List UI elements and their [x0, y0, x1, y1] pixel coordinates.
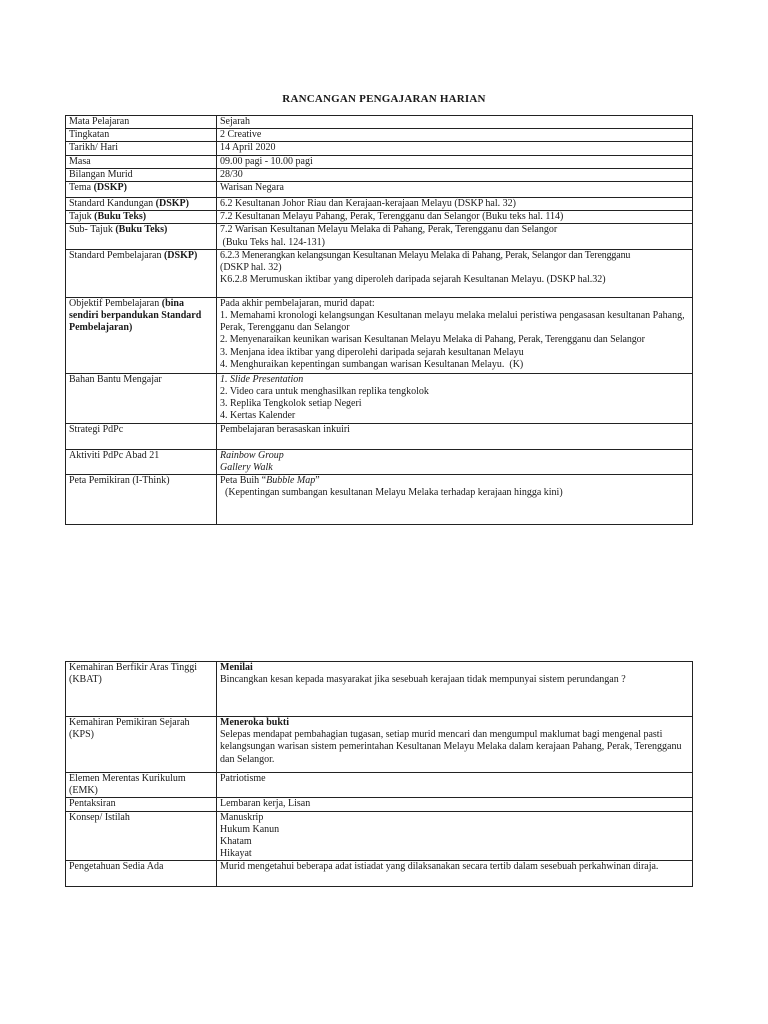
strategi-value: Pembelajaran berasaskan inkuiri: [217, 423, 693, 449]
bahan-bantu-item: 2. Video cara untuk menghasilkan replika tengkolok: [220, 386, 429, 398]
emk-label: Elemen Merentas Kurikulum (EMK): [66, 773, 217, 798]
peta-pemikiran-line: [220, 475, 689, 487]
table-row: [66, 423, 693, 449]
table-row: [66, 297, 693, 373]
masa-label: Masa: [66, 155, 217, 168]
aktiviti-value: [217, 449, 693, 474]
sub-tajuk-line: 7.2 Warisan Kesultanan Melayu Melaka di Pahang, Perak, Terengganu dan Selangor: [220, 224, 558, 236]
tema-label-source: (DSKP): [93, 182, 127, 194]
objektif-label-note: (bina sendiri berpandukan Standard Pembelajaran): [69, 297, 202, 334]
table-row: [66, 168, 693, 181]
objektif-label-text: Objektif Pembelajaran: [69, 297, 162, 309]
table-row: [66, 449, 693, 474]
standard-pembelajaran-line: 6.2.3 Menerangkan kelangsungan Kesultanan Melayu Melaka di Pahang, Perak, Selangor dan Terengganu: [220, 249, 631, 261]
objektif-item: 4. Menghuraikan kepentingan sumbangan warisan Kesultanan Melayu. (K): [220, 358, 524, 370]
pentaksiran-label: Pentaksiran: [66, 798, 217, 811]
bahan-bantu-value: [217, 373, 693, 423]
bilangan-murid-value: 28/30: [217, 168, 693, 181]
tajuk-value: 7.2 Kesultanan Melayu Pahang, Perak, Terengganu dan Selangor (Buku teks hal. 114): [217, 211, 693, 224]
tema-label: [66, 182, 217, 198]
konsep-value: [217, 811, 693, 861]
mata-pelajaran-label: Mata Pelajaran: [66, 116, 217, 129]
tarikh-label: Tarikh/ Hari: [66, 142, 217, 155]
table-row: [66, 211, 693, 224]
standard-pembelajaran-value: [217, 249, 693, 297]
kbat-label: Kemahiran Berfikir Aras Tinggi (KBAT): [66, 662, 217, 717]
konsep-item: Manuskrip: [220, 811, 264, 823]
sub-tajuk-label: [66, 224, 217, 249]
strategi-label: Strategi PdPc: [66, 423, 217, 449]
rph-table-secondary: [65, 661, 693, 887]
standard-kandungan-label-text: Standard Kandungan: [69, 198, 156, 210]
kbat-value: [217, 662, 693, 717]
kps-label: Kemahiran Pemikiran Sejarah (KPS): [66, 717, 217, 773]
bahan-bantu-item: 1. Slide Presentation: [220, 373, 304, 385]
tajuk-label: [66, 211, 217, 224]
tema-value: Warisan Negara: [217, 182, 693, 198]
table-row: [66, 861, 693, 887]
tajuk-label-text: Tajuk: [69, 211, 95, 223]
peta-pemikiran-prefix: Peta Buih “: [220, 475, 267, 487]
table-row: [66, 129, 693, 142]
table-row: [66, 116, 693, 129]
table-row: [66, 373, 693, 423]
objektif-intro: Pada akhir pembelajaran, murid dapat:: [220, 297, 375, 309]
kps-value: [217, 717, 693, 773]
rph-table-main: [65, 115, 693, 525]
kps-text: Selepas mendapat pembahagian tugasan, setiap murid mencari dan mengumpul maklumat bagi mengenal pasti kelangsungan warisan sistem pemerintahan Kesultanan Melayu Melaka dalam kerajaan Pahang, Perak, Terengganu dan Selangor.: [220, 729, 682, 765]
peta-pemikiran-value: [217, 475, 693, 525]
peta-pemikiran-suffix: ”: [315, 475, 320, 487]
table-row: [66, 798, 693, 811]
sub-tajuk-label-source: (Buku Teks): [115, 224, 168, 236]
konsep-item: Hukum Kanun: [220, 823, 280, 835]
tajuk-label-source: (Buku Teks): [94, 211, 147, 223]
sub-tajuk-value: [217, 224, 693, 249]
kps-heading: Meneroka bukti: [220, 717, 289, 728]
standard-pembelajaran-label-text: Standard Pembelajaran: [69, 249, 164, 261]
table-row: [66, 224, 693, 249]
aktiviti-item: Rainbow Group: [220, 449, 284, 461]
objektif-item: 3. Menjana idea iktibar yang diperolehi daripada sejarah kesultanan Melayu: [220, 346, 524, 358]
masa-value: 09.00 pagi - 10.00 pagi: [217, 155, 693, 168]
sub-tajuk-line: (Buku Teks hal. 124-131): [220, 236, 325, 248]
peta-pemikiran-line: (Kepentingan sumbangan kesultanan Melayu Melaka terhadap kerajaan hingga kini): [220, 487, 563, 499]
table-row: [66, 475, 693, 525]
bilangan-murid-label: Bilangan Murid: [66, 168, 217, 181]
table-row: [66, 142, 693, 155]
pengetahuan-label: Pengetahuan Sedia Ada: [66, 861, 217, 887]
table-row: [66, 182, 693, 198]
page-title: RANCANGAN PENGAJARAN HARIAN: [282, 93, 486, 105]
peta-pemikiran-label: Peta Pemikiran (I-Think): [66, 475, 217, 525]
peta-pemikiran-map-name: Bubble Map: [266, 475, 316, 487]
aktiviti-label: Aktiviti PdPc Abad 21: [66, 449, 217, 474]
kbat-heading: Menilai: [220, 662, 253, 673]
bahan-bantu-item: 4. Kertas Kalender: [220, 410, 296, 422]
table-row: [66, 198, 693, 211]
aktiviti-item: Gallery Walk: [220, 462, 273, 474]
standard-pembelajaran-line: K6.2.8 Merumuskan iktibar yang diperoleh daripada sejarah Kesultanan Melayu. (DSKP hal.32): [220, 274, 606, 286]
objektif-value: [217, 297, 693, 373]
sub-tajuk-label-text: Sub- Tajuk: [69, 224, 116, 236]
standard-pembelajaran-label-source: (DSKP): [163, 249, 198, 261]
standard-pembelajaran-line: (DSKP hal. 32): [220, 262, 282, 274]
kbat-text: Bincangkan kesan kepada masyarakat jika sesebuah kerajaan tidak mempunyai sistem perundangan ?: [220, 674, 626, 686]
standard-kandungan-value: 6.2 Kesultanan Johor Riau dan Kerajaan-kerajaan Melayu (DSKP hal. 32): [217, 198, 693, 211]
pengetahuan-value: Murid mengetahui beberapa adat istiadat yang dilaksanakan secara tertib dalam sesebuah perkahwinan diraja.: [217, 861, 693, 887]
standard-kandungan-label-source: (DSKP): [155, 198, 189, 210]
table-row: [66, 249, 693, 297]
objektif-item: 1. Memahami kronologi kelangsungan Kesultanan melayu melaka melalui peristiwa pengasasan kesultanan Pahang, Perak, Terengganu dan Selangor: [220, 310, 685, 334]
bahan-bantu-label: Bahan Bantu Mengajar: [66, 373, 217, 423]
objektif-item: 2. Menyenaraikan keunikan warisan Kesultanan Melayu Melaka di Pahang, Perak, Terengganu dan Selangor: [220, 334, 645, 346]
table-row: [66, 773, 693, 798]
table-row: [66, 717, 693, 773]
bahan-bantu-item: 3. Replika Tengkolok setiap Negeri: [220, 398, 362, 410]
standard-pembelajaran-label: [66, 249, 217, 297]
konsep-label: Konsep/ Istilah: [66, 811, 217, 861]
tingkatan-label: Tingkatan: [66, 129, 217, 142]
standard-kandungan-label: [66, 198, 217, 211]
pentaksiran-value: Lembaran kerja, Lisan: [217, 798, 693, 811]
tarikh-value: 14 April 2020: [217, 142, 693, 155]
tema-label-text: Tema: [69, 182, 94, 194]
konsep-item: Hikayat: [220, 848, 252, 860]
tingkatan-value: 2 Creative: [217, 129, 693, 142]
table-row: [66, 155, 693, 168]
konsep-item: Khatam: [220, 836, 252, 848]
table-row: [66, 811, 693, 861]
table-row: [66, 662, 693, 717]
emk-value: Patriotisme: [217, 773, 693, 798]
mata-pelajaran-value: Sejarah: [217, 116, 693, 129]
objektif-label: [66, 297, 217, 373]
